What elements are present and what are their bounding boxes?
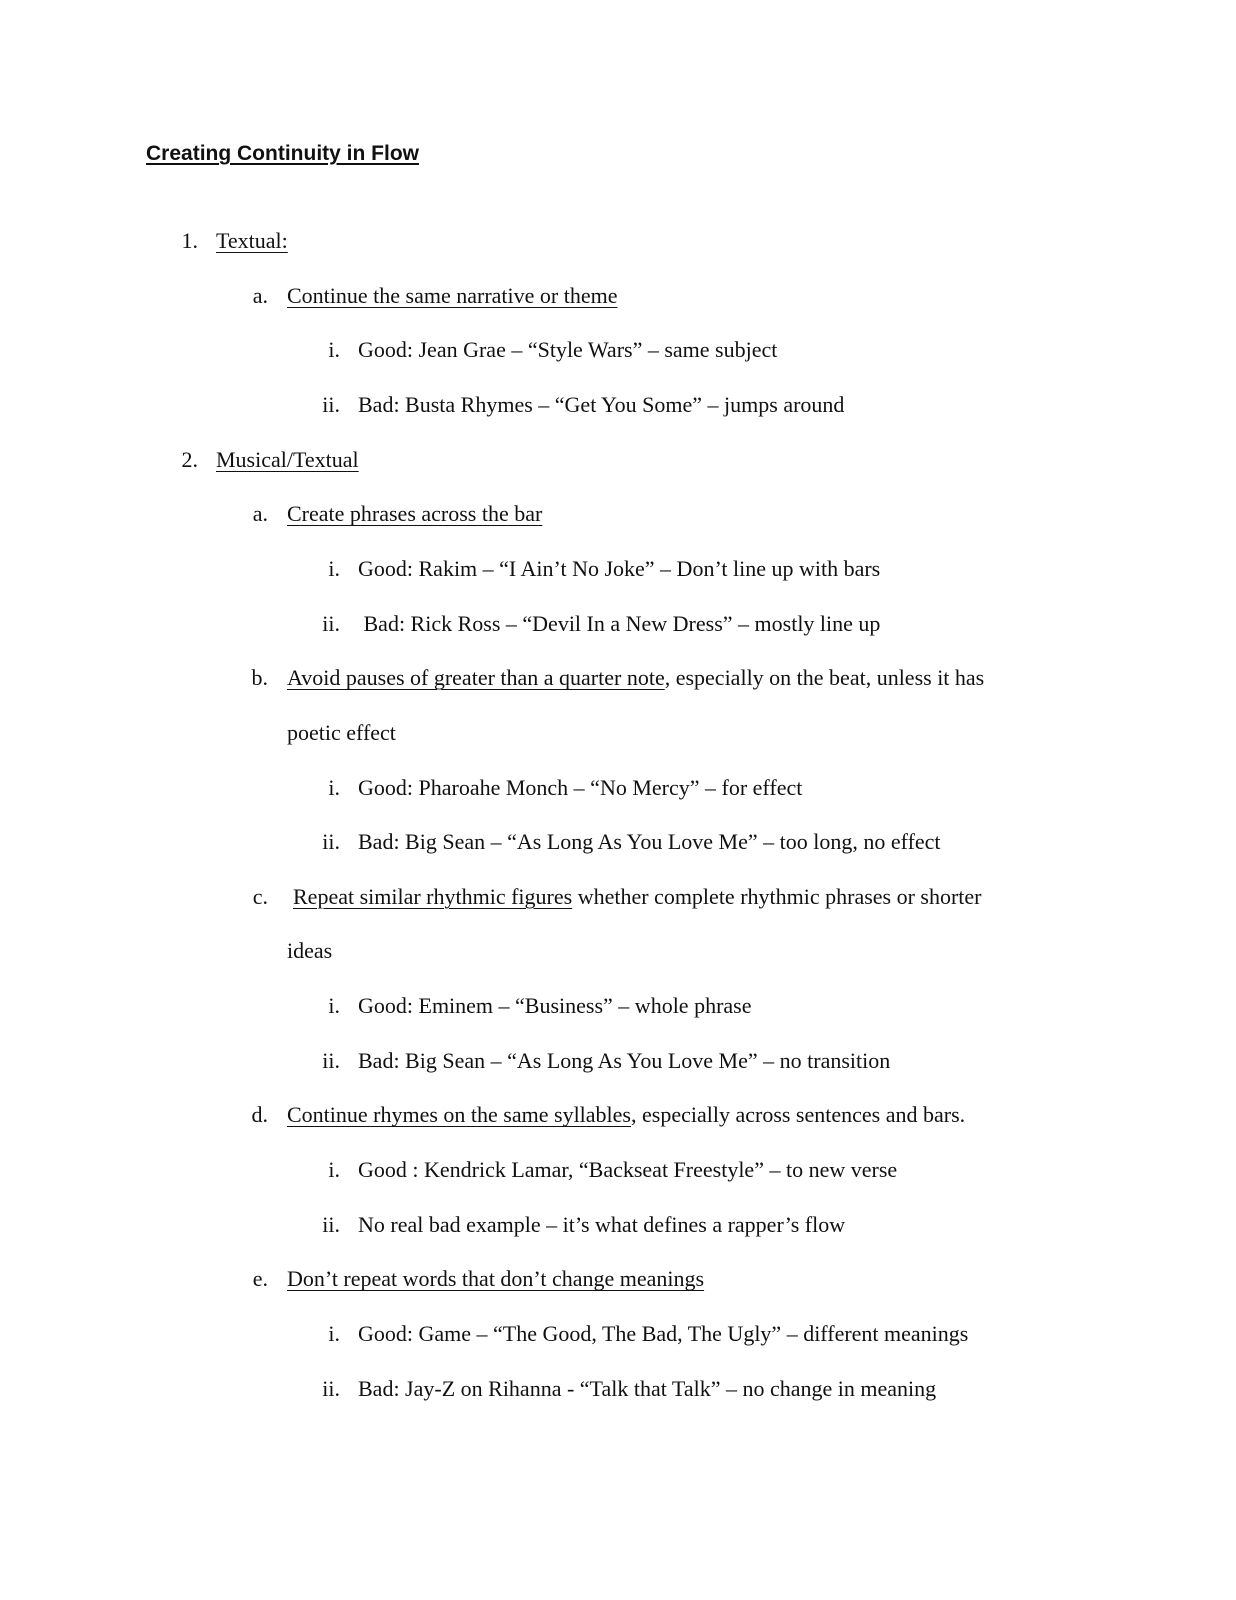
outline-item: [252, 500, 543, 528]
outline-item: [252, 1265, 705, 1293]
item-text: No real bad example – it’s what defines a rapper’s flow: [358, 1211, 846, 1237]
item-text: Bad: Busta Rhymes – “Get You Some” – jumps around: [358, 391, 845, 417]
outline-item: [328, 336, 778, 364]
list-marker: ii.: [322, 1047, 340, 1073]
outline-item: [251, 1101, 966, 1129]
outline-item-continuation: [287, 719, 396, 747]
list-marker: ii.: [322, 610, 340, 636]
document-title: Creating Continuity in Flow: [146, 142, 419, 165]
outline-item: [181, 227, 288, 255]
outline-item: [328, 992, 752, 1020]
underlined-heading: Repeat similar rhythmic figures: [293, 883, 573, 909]
list-marker: ii.: [322, 829, 340, 855]
item-text: Bad: Jay-Z on Rihanna - “Talk that Talk” – no change in meaning: [358, 1375, 937, 1401]
item-text: Good : Kendrick Lamar, “Backseat Freestyle” – to new verse: [358, 1157, 898, 1183]
list-marker: ii.: [322, 1375, 340, 1401]
list-marker: i.: [328, 337, 340, 363]
list-marker: b.: [251, 665, 268, 691]
item-text: Good: Jean Grae – “Style Wars” – same subject: [358, 337, 778, 363]
list-marker: c.: [252, 883, 268, 909]
list-marker: i.: [328, 993, 340, 1019]
outline-item: [322, 610, 881, 638]
item-text: poetic effect: [287, 719, 396, 745]
outline-item: [252, 282, 618, 310]
underlined-heading: Avoid pauses of greater than a quarter note: [287, 665, 665, 691]
underlined-heading: Textual:: [216, 228, 288, 253]
list-marker: a.: [252, 282, 268, 308]
item-text: Good: Pharoahe Monch – “No Mercy” – for effect: [358, 774, 803, 800]
outline-item: [322, 828, 941, 856]
outline-item-continuation: [287, 937, 332, 965]
outline-item: [328, 774, 803, 802]
list-marker: d.: [251, 1102, 268, 1128]
outline-item: [328, 1156, 898, 1184]
list-marker: i.: [328, 774, 340, 800]
outline-item: [322, 1047, 891, 1075]
outline-item: [328, 1320, 969, 1348]
outline-item: [252, 883, 982, 911]
item-text: whether complete rhythmic phrases or shorter: [572, 883, 982, 909]
outline-item: [328, 555, 881, 583]
list-marker: a.: [252, 501, 268, 527]
item-text: Good: Rakim – “I Ain’t No Joke” – Don’t line up with bars: [358, 555, 881, 581]
list-marker: e.: [252, 1266, 268, 1292]
outline-item: [181, 446, 359, 474]
outline-item: [322, 1375, 937, 1403]
outline-item: [251, 664, 985, 692]
list-marker: 2.: [181, 446, 198, 472]
underlined-heading: Continue rhymes on the same syllables: [287, 1102, 631, 1128]
item-text: , especially across sentences and bars.: [631, 1102, 966, 1128]
list-marker: i.: [328, 1321, 340, 1346]
item-text: Good: Eminem – “Business” – whole phrase: [358, 993, 752, 1019]
item-text: Bad: Big Sean – “As Long As You Love Me” – no transition: [358, 1047, 891, 1073]
item-text: Good: Game – “The Good, The Bad, The Ugly” – different meanings: [358, 1321, 969, 1346]
item-text: ideas: [287, 938, 333, 964]
item-text: , especially on the beat, unless it has: [664, 665, 985, 691]
underlined-heading: Continue the same narrative or theme: [287, 282, 618, 308]
outline-item: [322, 391, 845, 419]
underlined-heading: Don’t repeat words that don’t change meanings: [287, 1266, 705, 1292]
underlined-heading: Musical/Textual: [216, 446, 359, 472]
outline-item: [322, 1211, 846, 1239]
list-marker: ii.: [322, 391, 340, 417]
list-marker: 1.: [181, 228, 198, 253]
item-text: Bad: Rick Ross – “Devil In a New Dress” – mostly line up: [358, 610, 881, 636]
underlined-heading: Create phrases across the bar: [287, 501, 543, 527]
list-marker: i.: [328, 1157, 340, 1183]
list-marker: i.: [328, 555, 340, 581]
item-text: Bad: Big Sean – “As Long As You Love Me” – too long, no effect: [358, 829, 941, 855]
list-marker: ii.: [322, 1211, 340, 1237]
